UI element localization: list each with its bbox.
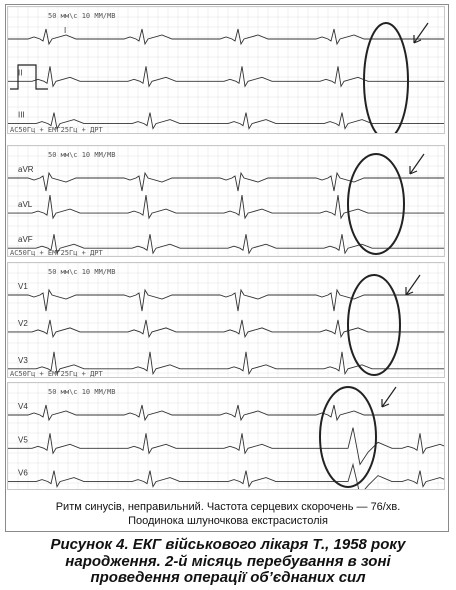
lead-label: I: [64, 26, 67, 35]
ecg-grid: [8, 263, 445, 378]
ecg-strip-chest-leads-2: [7, 382, 445, 490]
extrasystole-highlight-circle: [348, 154, 404, 254]
ecg-strip-augmented-leads: [7, 145, 445, 257]
strip-header-label: 50 мм\с 10 ММ/МВ: [48, 388, 116, 396]
lead-label: II: [18, 68, 23, 78]
extrasystole-highlight-circle: [348, 275, 400, 375]
ecg-trace-svg-2: [8, 146, 445, 257]
lead-label: V1: [18, 282, 28, 291]
lead-label: aVF: [18, 235, 33, 245]
ecg-trace: [8, 465, 445, 491]
strip-footer-label: АС50Гц + ЕМГ25Гц + ДРТ: [10, 126, 103, 134]
ecg-trace: [8, 320, 445, 337]
ecg-grid: [8, 383, 445, 490]
lead-label: V6: [18, 468, 28, 478]
lead-label: III: [18, 110, 25, 120]
figure-title: [0, 537, 456, 587]
lead-label: aVL: [18, 200, 33, 210]
ecg-trace: [8, 29, 445, 44]
pointer-arrow-icon: [410, 154, 424, 174]
strip-footer-label: АС50Гц + ЕМГ25Гц + ДРТ: [10, 370, 103, 378]
lead-label: V4: [18, 402, 28, 411]
ecg-trace: [8, 173, 445, 191]
extrasystole-highlight-circle: [364, 23, 408, 134]
pointer-arrow-icon: [414, 23, 428, 43]
lead-label: V2: [18, 318, 28, 328]
ecg-trace: [8, 66, 445, 86]
ecg-trace-svg-1: [8, 7, 445, 134]
strip-footer-label: АС50Гц + ЕМГ25Гц + ДРТ: [10, 249, 103, 257]
ecg-caption: [6, 500, 450, 528]
ecg-trace: [8, 195, 445, 218]
title-line-1: Рисунок 4. ЕКГ військового лікаря Т., 1958 року: [50, 536, 406, 553]
ecg-trace: [8, 405, 445, 420]
strip-header-label: 50 мм\с 10 ММ/МВ: [48, 151, 116, 159]
ecg-grid: [8, 146, 445, 257]
pointer-arrow-icon: [382, 387, 396, 407]
ecg-trace-svg-3: [8, 263, 445, 378]
strip-header-label: 50 мм\с 10 ММ/МВ: [48, 12, 116, 20]
ecg-strip-chest-leads-1: [7, 262, 445, 378]
caption-line-2: Поодинока шлуночкова екстрасистолія: [128, 515, 328, 527]
ecg-strip-limb-leads: [7, 6, 445, 134]
lead-label: aVR: [18, 165, 34, 174]
caption-line-1: Ритм синусів, неправильний. Частота серцевих скорочень — 76/хв.: [55, 501, 401, 513]
title-line-2: народження. 2-й місяць перебування в зоні: [65, 552, 391, 570]
strip-header-label: 50 мм\с 10 ММ/МВ: [48, 268, 116, 276]
title-line-3: проведення операції об’єднаних сил: [90, 569, 366, 586]
lead-label: V5: [18, 435, 28, 445]
lead-label: V3: [18, 355, 28, 365]
ecg-trace-svg-4: [8, 383, 445, 490]
